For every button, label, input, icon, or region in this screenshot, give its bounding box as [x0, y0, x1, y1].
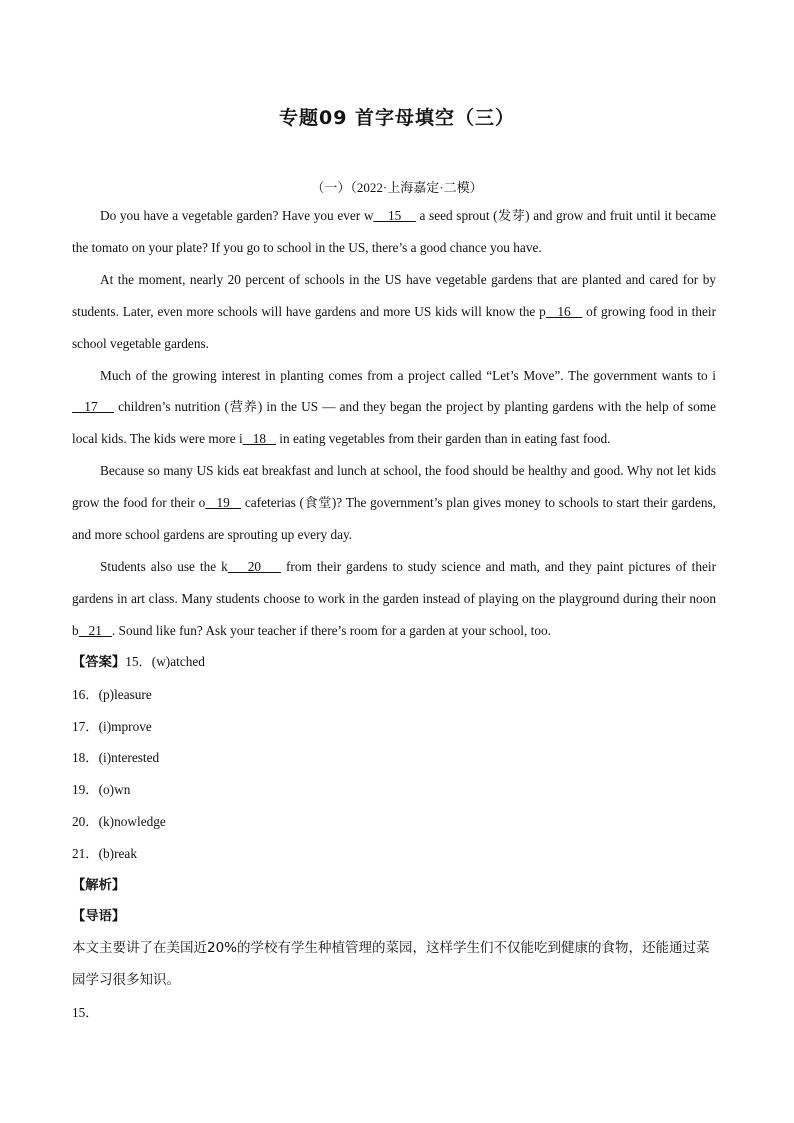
blank-19: 19 — [205, 495, 242, 511]
section-subtitle: （一）（2022·上海嘉定·二模） — [311, 180, 483, 195]
paragraph-text: from their gardens to study science and math, and they paint pictures of their gardens in art class. Many students choose to work in the garden instead of playing on the playground during their noon b — [72, 558, 716, 638]
answer-label: 【答案】 — [72, 655, 126, 670]
guide-label: 【导语】 — [72, 909, 126, 925]
paragraph-text: At the moment, nearly 20 percent of schools in the US have vegetable gardens that are planted and cared for by students. Later, even more schools will have gardens and more US kids will know the p — [72, 271, 716, 319]
paragraph-text: . Sound like fun? Ask your teacher if there’s room for a garden at your school, too. — [111, 622, 551, 638]
answer-line-21: 21．(b)reak — [72, 845, 137, 861]
paragraph-text: Do you have a vegetable garden? Have you ever w — [100, 208, 374, 223]
answer-line-15 — [72, 646, 722, 679]
paragraph-text: in eating vegetables from their garden than in eating fast food. — [275, 431, 611, 447]
paragraph-text: Students also use the k — [100, 558, 228, 574]
blank-15: 15 — [373, 208, 416, 223]
paragraph-text: Much of the growing interest in planting comes from a project called “Let’s Move”. The government wants to i — [100, 367, 716, 383]
analysis-label: 【解析】 — [72, 877, 126, 893]
answer-item: 15．(w)atched — [125, 654, 205, 669]
answer-line-18: 18．(i)nterested — [72, 750, 160, 766]
answer-line-16: 16．(p)leasure — [72, 686, 152, 702]
guide-text: 本文主要讲了在美国近20%的学校有学生种植管理的菜园，这样学生们不仅能吃到健康的食物，还能通过菜园学习很多知识。 — [72, 940, 710, 988]
paragraph-4 — [72, 455, 716, 551]
paragraph-1 — [72, 200, 716, 264]
paragraph-5 — [72, 551, 716, 647]
blank-16: 16 — [545, 303, 583, 319]
paragraph-text: children’s nutrition (营养) in the US — and they began the project by planting gardens with the help of some local kids. The kids were more i — [72, 399, 716, 447]
blank-21: 21 — [78, 622, 112, 638]
answer-section — [72, 646, 722, 1029]
answer-line-17: 17．(i)mprove — [72, 718, 152, 734]
paragraph-2 — [72, 264, 716, 360]
reading-passage — [72, 200, 716, 647]
paragraph-text: cafeterias (食堂)? The government’s plan gives money to schools to start their gardens, and more school gardens are sprouting up every day. — [72, 495, 717, 543]
paragraph-text: of growing food in their school vegetable gardens. — [72, 303, 716, 351]
page-title: 专题09 首字母填空（三） — [278, 107, 516, 129]
paragraph-text: Because so many US kids eat breakfast and lunch at school, the food should be healthy and good. Why not let kids grow the food for their o — [72, 463, 716, 511]
answer-line-20: 20．(k)nowledge — [72, 813, 166, 829]
answer-line-19: 19．(o)wn — [72, 782, 131, 798]
paragraph-3 — [72, 360, 716, 456]
explanation-start: 15． — [72, 1004, 99, 1020]
paragraph-text: a seed sprout (发芽) and grow and fruit until it became the tomato on your plate? If you go to school in the US, there’s a good chance you have. — [72, 208, 716, 255]
blank-17: 17 — [72, 399, 114, 415]
blank-18: 18 — [242, 431, 276, 447]
blank-20: 20 — [227, 558, 281, 574]
